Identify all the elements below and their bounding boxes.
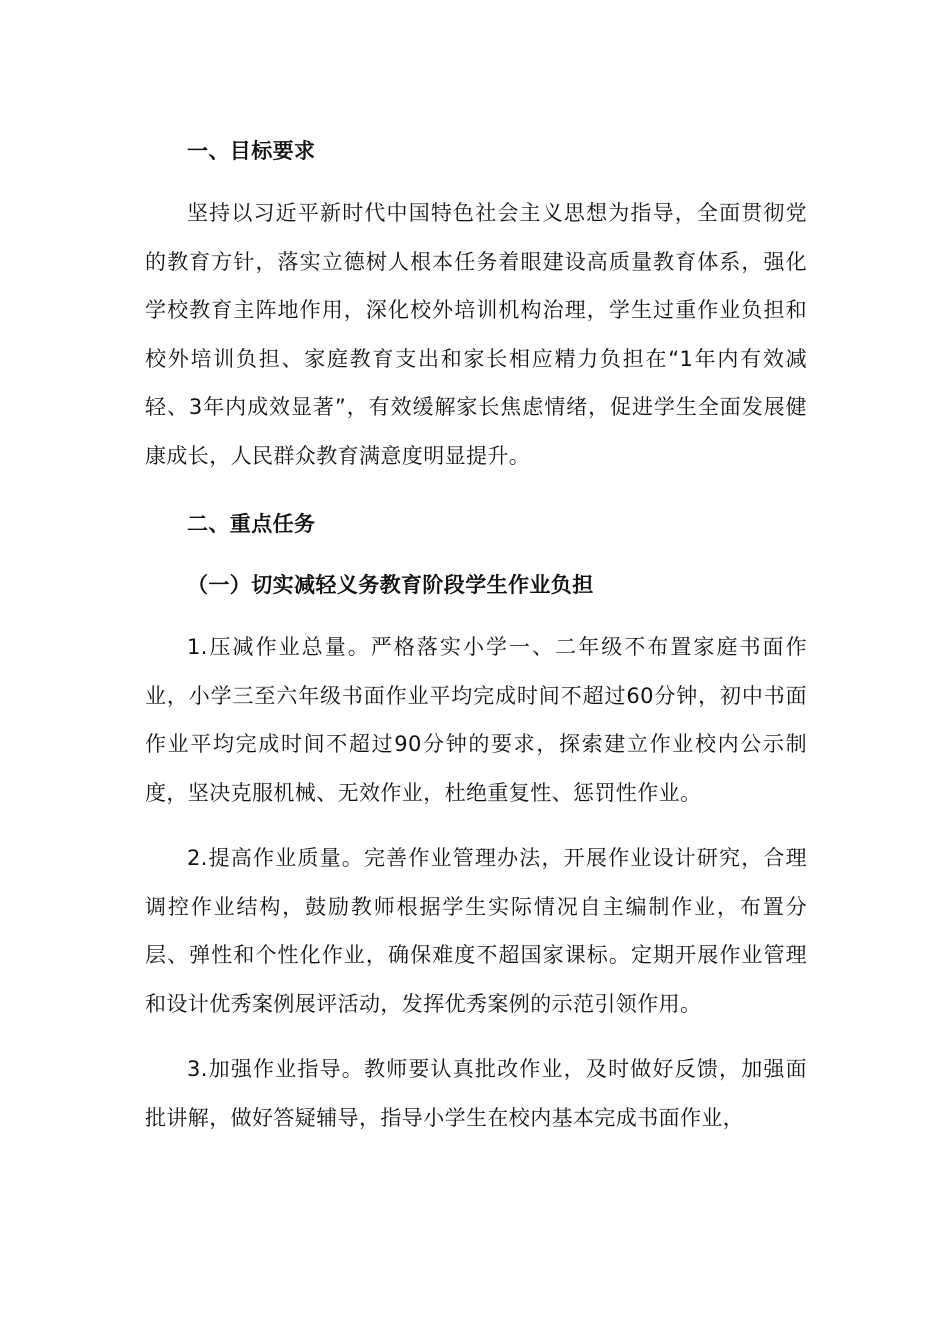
section-heading-goals: 一、目标要求 bbox=[187, 139, 316, 163]
paragraph-homework-guidance: 3.加强作业指导。教师要认真批改作业，及时做好反馈，加强面批讲解，做好答疑辅导，指导小学生在校内基本完成书面作业， bbox=[145, 1057, 807, 1130]
subsection-heading-homework-burden: （一）切实减轻义务教育阶段学生作业负担 bbox=[187, 573, 594, 597]
section-heading-key-tasks: 二、重点任务 bbox=[187, 512, 316, 536]
paragraph-goals: 坚持以习近平新时代中国特色社会主义思想为指导，全面贯彻党的教育方针，落实立德树人根本任务着眼建设高质量教育体系，强化学校教育主阵地作用，深化校外培训机构治理，学生过重作业负担和校外培训负担、家庭教育支出和家长相应精力负担在“1年内有效减轻、3年内成效显著”，有效缓解家长焦虑情绪，促进学生全面发展健康成长，人民群众教育满意度明显提升。 bbox=[145, 201, 807, 468]
paragraph-reduce-homework: 1.压减作业总量。严格落实小学一、二年级不布置家庭书面作业，小学三至六年级书面作业平均完成时间不超过60分钟，初中书面作业平均完成时间不超过90分钟的要求，探索建立作业校内公示制度，坚决克服机械、无效作业，杜绝重复性、惩罚性作业。 bbox=[145, 635, 807, 805]
paragraph-improve-homework-quality: 2.提高作业质量。完善作业管理办法，开展作业设计研究，合理调控作业结构，鼓励教师根据学生实际情况自主编制作业，布置分层、弹性和个性化作业，确保难度不超国家课标。定期开展作业管理和设计优秀案例展评活动，发挥优秀案例的示范引领作用。 bbox=[145, 846, 807, 1016]
